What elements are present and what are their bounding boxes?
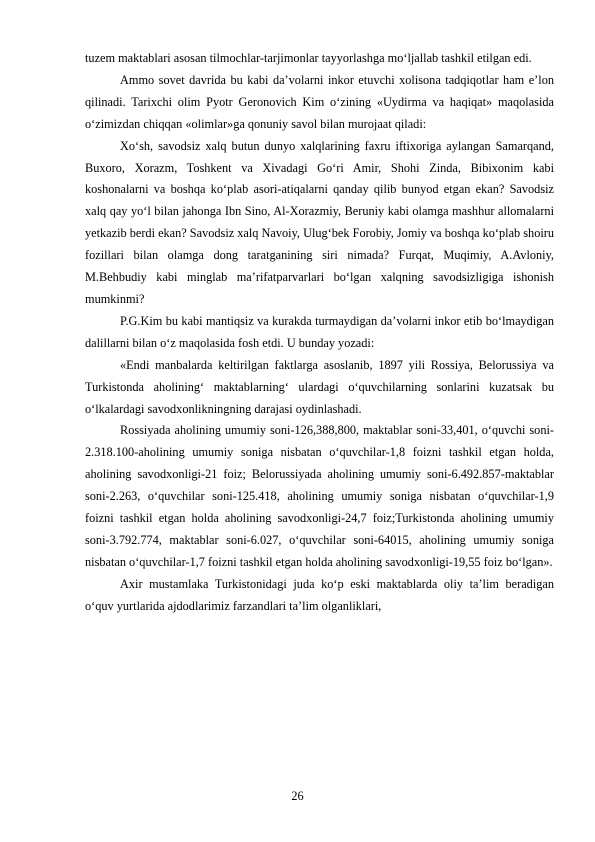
paragraph-kim-refutation: P.G.Kim bu kabi mantiqsiz va kurakda turmaydigan da’volarni inkor etib bo‘lmaydigan dalillarni bilan o‘z maqolasida fosh etdi. U bunday yozadi: <box>85 313 554 350</box>
paragraph-soviet-research: Ammo sovet davrida bu kabi da’volarni inkor etuvchi xolisona tadqiqotlar ham e’lon qilinadi. Tarixchi olim Pyotr Geronovich Kim o‘zining «Uydirma va haqiqat» maqolasida o‘zimizdan chiqqan «olimlar»ga qonuniy savol bilan murojaat qiladi: <box>85 72 554 131</box>
document-page <box>85 48 554 618</box>
paragraph-literacy-statistics: Rossiyada aholining umumiy soni-126,388,800, maktablar soni-33,401, o‘quvchi soni-2.318.100-aholining umumiy soniga nisbatan o‘quvchilar-1,8 foizni tashkil etgan holda, aholining savodxonligi-21 foiz; Belorussiyada aholining umumiy soni-6.492.857-maktablar soni-2.263, o‘quvchilar soni-125.418, aholining umumiy soniga nisbatan o‘quvchilar-1,9 foizni tashkil etgan holda aholining savodxonligi-24,7 foiz;Turkistonda aholining umumiy soni-3.792.774, maktablar soni-6.027, o‘quvchilar soni-64015, aholining umumiy soniga nisbatan o‘quvchilar-1,7 foizni tashkil etgan holda aholining savodxonligi-19,55 foiz bo‘lgan». <box>85 423 554 569</box>
paragraph-quote-intro: «Endi manbalarda keltirilgan faktlarga asoslanib, 1897 yili Rossiya, Belorussiya va Turkistonda aholining‘ maktablarning‘ ulardagi o‘quvchilarning sonlarini kuzatsak bu o‘lkalardagi savodxonlikningning darajasi oydinlashadi. <box>85 357 554 416</box>
page-number: 26 <box>291 789 304 803</box>
paragraph-rhetorical-questions: Xo‘sh, savodsiz xalq butun dunyo xalqlarining faxru iftixoriga aylangan Samarqand, Buxoro, Xorazm, Toshkent va Xivadagi Go‘ri Amir, Shohi Zinda, Bibixonim kabi koshonalarni va boshqa ko‘plab asori-atiqalarni qanday qilib bunyod etgan ekan? Savodsiz xalq qay yo‘l bilan jahonga Ibn Sino, Al-Xorazmiy, Beruniy kabi olamga mashhur allomalarni yetkazib berdi ekan? Savodsiz xalq Navoiy, Ulug‘bek Forobiy, Jomiy va boshqa ko‘plab shoiru fozillari bilan olamga dong taratganining siri nimada? Furqat, Muqimiy, A.Avloniy, M.Behbudiy kabi minglab ma’rifatparvarlari bo‘lgan xalqning savodsizligiga ishonish mumkinmi? <box>85 138 555 306</box>
paragraph-colonial-turkistan: Axir mustamlaka Turkistonidagi juda ko‘p eski maktablarda oliy ta’lim beradigan o‘quv yurtlarida ajdodlarimiz farzandlari ta’lim olganliklari, <box>85 576 554 613</box>
paragraph-continued: tuzem maktablari asosan tilmochlar-tarjimonlar tayyorlashga mo‘ljallab tashkil etilgan edi. <box>85 51 532 65</box>
